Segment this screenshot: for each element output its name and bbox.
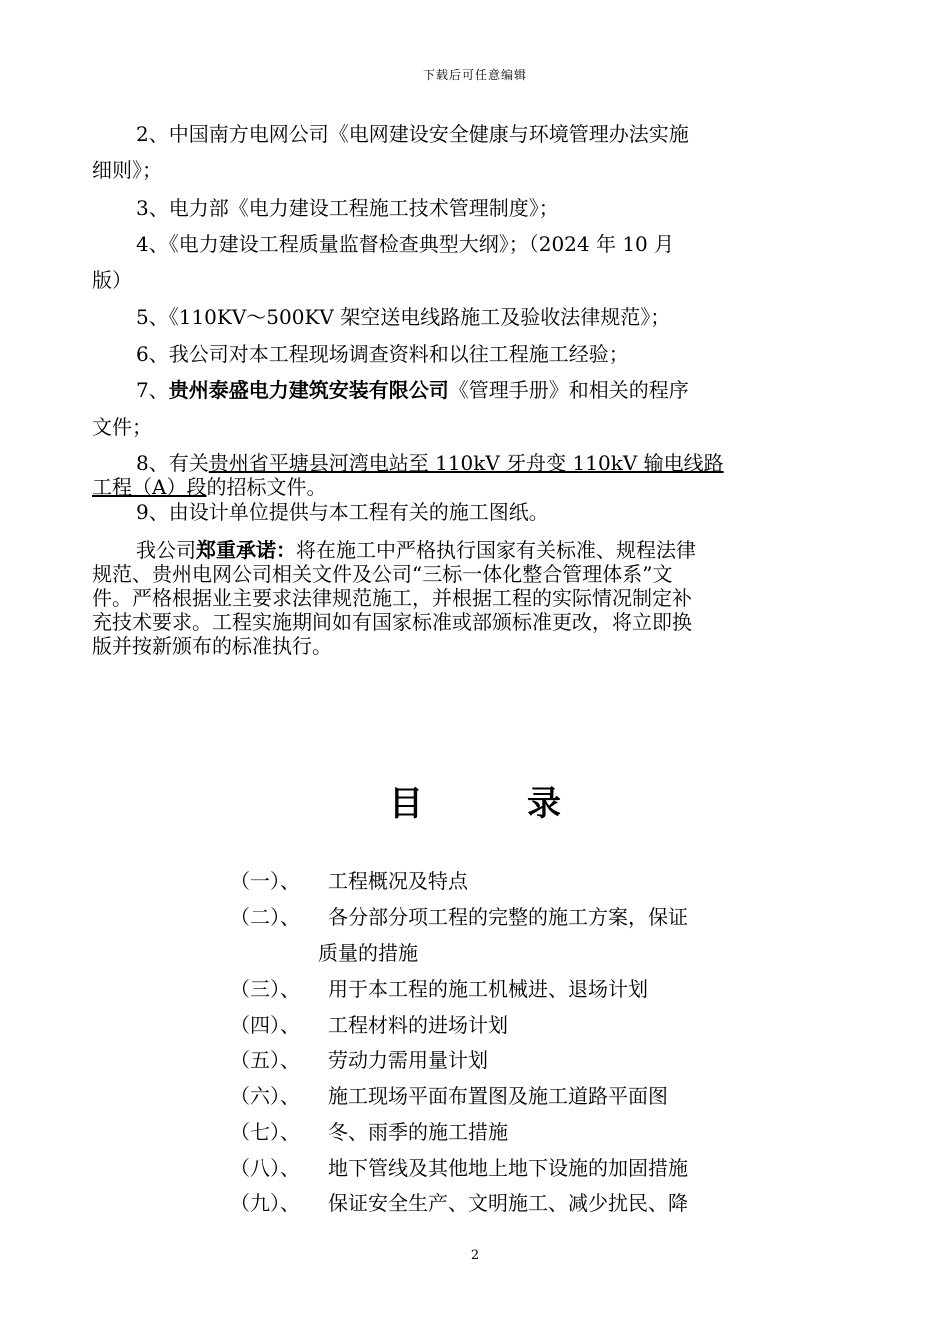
toc-entry-text: 地下管线及其他地上地下设施的加固措施 [328,1156,688,1180]
toc-entry [230,1190,688,1216]
toc-entry-text: 保证安全生产、文明施工、减少扰民、降 [328,1191,688,1215]
list-item-8-suffix: 的招标文件。 [206,475,327,499]
toc-entry [230,904,688,930]
company-name: 贵州泰盛电力建筑安装有限公司 [168,378,449,402]
page-number: 2 [470,1248,480,1263]
list-item-4-cont: 版） [92,268,132,292]
toc-entry-text: 用于本工程的施工机械进、退场计划 [328,977,648,1001]
list-item-8-prefix: 8、有关 [136,451,209,475]
toc-entry [230,1083,668,1109]
toc-entry-number: （七）、 [230,1120,300,1144]
commitment-line-3: 件。严格根据业主要求法律规范施工，并根据工程的实际情况制定补 [92,586,692,610]
toc-entry-number: （六）、 [230,1084,300,1108]
list-item-8-cont [92,475,760,499]
toc-entry [230,868,468,894]
toc-entry [230,1155,688,1181]
commitment-lead: 我公司 [136,538,196,562]
toc-title-char-2: 录 [527,784,561,824]
commitment-line-5: 版并按新颁布的标准执行。 [92,634,332,658]
page-header: 下载后可任意编辑 [422,68,527,82]
toc-entry-number: （一）、 [230,869,300,893]
list-item-7-number: 7、 [136,378,169,402]
commitment-text: 将在施工中严格执行国家有关标准、规程法律 [296,538,696,562]
toc-entry-number: （二）、 [230,905,300,929]
toc-entry [230,1119,508,1145]
list-item-4: 4、《电力建设工程质量监督检查典型大纲》；（2024 年 10 月 [136,232,675,256]
list-item-5: 5、《110KV～500KV 架空送电线路施工及验收法律规范》； [136,305,671,329]
toc-entry [230,1047,488,1073]
commitment-emphasis: 郑重承诺： [196,538,296,562]
toc-entry-number: （五）、 [230,1048,300,1072]
list-item-3: 3、电力部《电力建设工程施工技术管理制度》； [136,196,559,220]
toc-entry-number: （四）、 [230,1013,300,1037]
list-item-7 [92,378,804,402]
toc-entry-number: （八）、 [230,1156,300,1180]
list-item-8 [92,451,804,475]
commitment-line-4: 充技术要求。工程实施期间如有国家标准或部颁标准更改，将立即换 [92,610,692,634]
toc-entry [230,976,648,1002]
toc-entry-text: 冬、雨季的施工措施 [328,1120,508,1144]
toc-title-char-1: 目 [389,784,423,824]
toc-entry-number: （三）、 [230,977,300,1001]
toc-title [0,776,950,825]
toc-entry-text: 劳动力需用量计划 [328,1048,488,1072]
commitment-line-1 [92,538,804,562]
toc-entry-number: （九）、 [230,1191,300,1215]
toc-entry-text: 工程概况及特点 [328,869,468,893]
list-item-2-cont: 细则》； [92,158,162,182]
toc-entry-text: 工程材料的进场计划 [328,1013,508,1037]
list-item-9: 9、由设计单位提供与本工程有关的施工图纸。 [136,500,549,524]
toc-entry-text: 各分部分项工程的完整的施工方案，保证 [328,905,688,929]
toc-entry-text: 质量的措施 [318,941,418,965]
project-name-cont: 工程（A）段 [92,475,207,499]
toc-entry-cont [318,940,418,966]
list-item-6: 6、我公司对本工程现场调查资料和以往工程施工经验； [136,342,629,366]
project-name: 贵州省平塘县河湾电站至 110kV 牙舟变 110kV 输电线路 [208,451,724,475]
toc-entry [230,1012,508,1038]
toc-entry-text: 施工现场平面布置图及施工道路平面图 [328,1084,668,1108]
commitment-line-2: 规范、贵州电网公司相关文件及公司“三标一体化整合管理体系”文 [92,562,673,586]
list-item-7-cont: 文件； [92,415,152,439]
list-item-2: 2、中国南方电网公司《电网建设安全健康与环境管理办法实施 [136,122,689,146]
list-item-7-text: 《管理手册》和相关的程序 [448,378,689,402]
